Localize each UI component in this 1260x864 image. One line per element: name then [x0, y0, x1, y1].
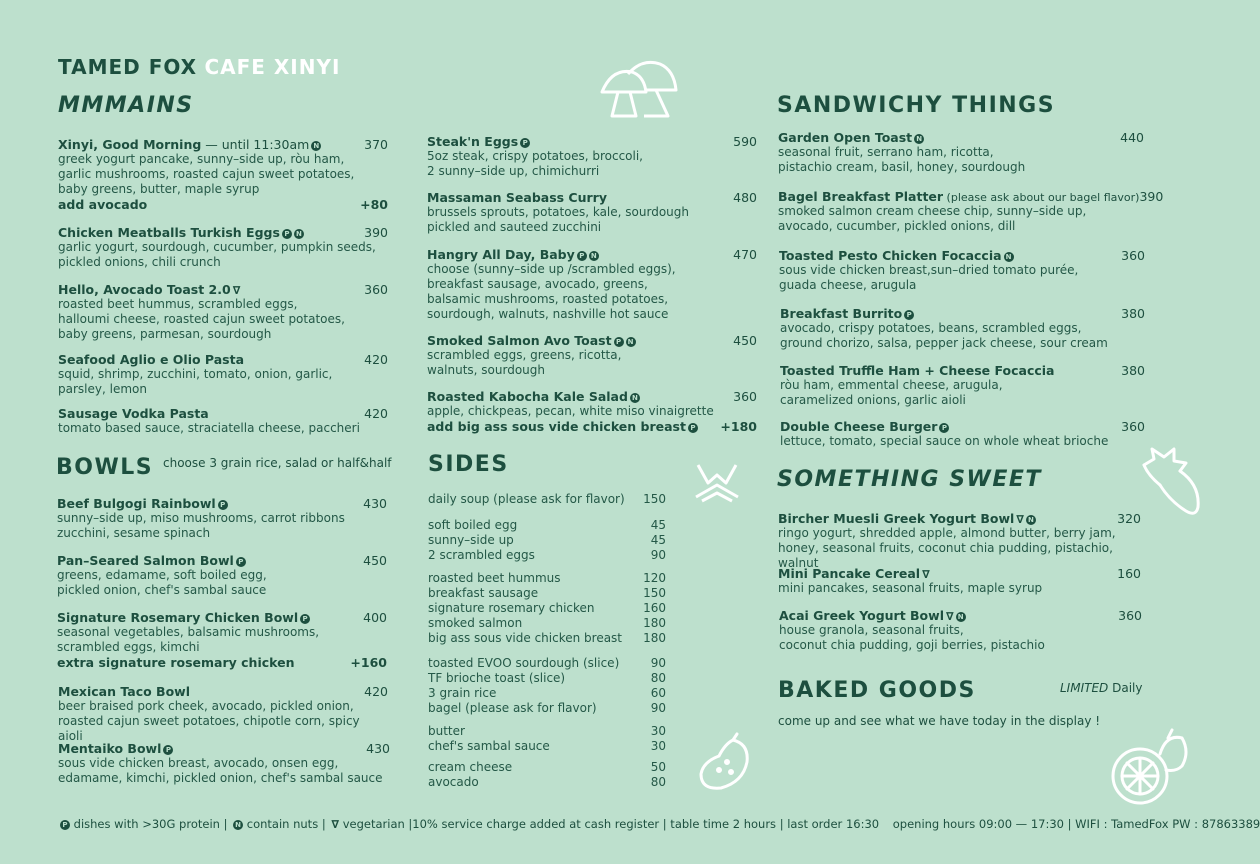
item-price: 380 [1121, 363, 1145, 378]
side-name: roasted beet hummus [428, 571, 561, 585]
item-extra: extra signature rosemary chicken [57, 655, 295, 670]
menu-item [778, 511, 1141, 571]
side-item [428, 586, 666, 601]
side-price: 180 [643, 616, 666, 630]
side-price: 80 [650, 775, 666, 789]
side-price: 60 [650, 686, 666, 700]
protein-icon: P [577, 251, 587, 261]
footer-hours-wifi: opening hours 09:00 — 17:30 | WIFI : TamedFox PW : 87863389 [892, 817, 1260, 831]
menu-item [57, 496, 387, 541]
side-name: butter [428, 724, 465, 738]
side-name: chef's sambal sauce [428, 739, 550, 753]
item-name: Smoked Salmon Avo Toast [427, 333, 612, 348]
item-price: 440 [1120, 130, 1144, 145]
orange-icon [1106, 726, 1190, 806]
side-price: 30 [650, 724, 666, 738]
side-price: 90 [650, 656, 666, 670]
item-description: sous vide chicken breast,sun–dried tomato purée, guada cheese, arugula [779, 263, 1079, 292]
protein-icon: P [614, 337, 624, 347]
item-description: squid, shrimp, zucchini, tomato, onion, garlic, parsley, lemon [58, 367, 333, 396]
protein-icon: P [236, 557, 246, 567]
nuts-icon: N [630, 393, 640, 403]
item-name: Toasted Pesto Chicken Focaccia [779, 248, 1002, 263]
limited-daily-label [1060, 681, 1142, 695]
item-price: 360 [1121, 248, 1145, 263]
nuts-icon: N [914, 134, 924, 144]
sides-heading: SIDES [428, 452, 509, 477]
menu-item [427, 333, 757, 378]
item-name: Breakfast Burrito [780, 306, 903, 321]
item-name: Steak'n Eggs [427, 134, 519, 149]
item-name: Seafood Aglio e Olio Pasta [58, 352, 245, 367]
bowls-subtitle: choose 3 grain rice, salad or half&half [163, 456, 392, 470]
menu-item [779, 248, 1145, 293]
item-name: Sausage Vodka Pasta [58, 406, 209, 421]
sides-group [428, 518, 666, 563]
side-item [428, 686, 666, 701]
menu-item [58, 282, 388, 342]
item-description: ròu ham, emmental cheese, arugula, caramelized onions, garlic aioli [780, 378, 1003, 407]
side-item [428, 518, 666, 533]
item-name: Hangry All Day, Baby [427, 247, 575, 262]
item-name: Massaman Seabass Curry [427, 190, 607, 205]
sides-group [428, 571, 666, 646]
side-item [428, 656, 666, 671]
menu-item [427, 389, 757, 434]
protein-icon: P [300, 614, 310, 624]
side-item [428, 571, 666, 586]
footer-nuts: contain nuts | [243, 817, 326, 831]
side-item [428, 616, 666, 631]
side-price: 150 [643, 586, 666, 600]
menu-item [58, 684, 388, 744]
item-description: scrambled eggs, greens, ricotta, walnuts, sourdough [427, 348, 622, 377]
side-name: sunny–side up [428, 533, 514, 547]
brand-location: CAFE XINYI [204, 55, 341, 79]
side-item [428, 601, 666, 616]
item-extra-price: +180 [720, 419, 757, 434]
mains-heading: MMMAINS [58, 93, 194, 118]
side-name: smoked salmon [428, 616, 523, 630]
item-price: 360 [1121, 419, 1145, 434]
item-extra: add avocado [58, 197, 148, 212]
side-name: big ass sous vide chicken breast [428, 631, 623, 645]
item-name: Hello, Avocado Toast 2.0 [58, 282, 231, 297]
footer-protein: dishes with >30G protein | [70, 817, 228, 831]
side-item [428, 671, 666, 686]
menu-item [780, 419, 1145, 449]
item-description: roasted beet hummus, scrambled eggs, halloumi cheese, roasted cajun sweet potatoes, baby greens, parmesan, sourdough [58, 297, 345, 341]
sweet-heading: SOMETHING SWEET [777, 467, 1042, 492]
item-note: — until 11:30am [201, 137, 310, 152]
menu-item [780, 306, 1145, 351]
side-price: 50 [650, 760, 666, 774]
item-price: 320 [1117, 511, 1141, 526]
protein-icon: P [688, 423, 698, 433]
item-name: Pan–Seared Salmon Bowl [57, 553, 234, 568]
item-price: 370 [364, 137, 388, 152]
item-price: 390 [1139, 189, 1164, 204]
menu-item [780, 363, 1145, 408]
side-item [428, 739, 666, 754]
item-name: Beef Bulgogi Rainbowl [57, 496, 216, 511]
side-name: avocado [428, 775, 479, 789]
menu-item [58, 741, 390, 786]
item-name: Acai Greek Yogurt Bowl [779, 608, 944, 623]
item-name: Garden Open Toast [778, 130, 913, 145]
item-price: 360 [1118, 608, 1142, 623]
side-name: bagel (please ask for flavor) [428, 701, 597, 715]
item-extra-price: +80 [360, 197, 388, 212]
menu-item [58, 225, 388, 270]
item-description: avocado, crispy potatoes, beans, scrambled eggs, ground chorizo, salsa, pepper jack cheese, sour cream [780, 321, 1108, 350]
menu-item [427, 190, 757, 235]
side-item [428, 492, 666, 507]
item-name: Mentaiko Bowl [58, 741, 162, 756]
item-description: house granola, seasonal fruits, coconut chia pudding, goji berries, pistachio [779, 623, 1045, 652]
vegetarian-icon: ∇ [232, 284, 241, 297]
side-item [428, 724, 666, 739]
side-price: 120 [643, 571, 666, 585]
item-name: Signature Rosemary Chicken Bowl [57, 610, 299, 625]
pear-icon [697, 732, 753, 792]
item-name: Bagel Breakfast Platter [778, 189, 944, 204]
menu-item [778, 130, 1144, 175]
side-name: daily soup (please ask for flavor) [428, 492, 625, 506]
sandwich-heading: SANDWICHY THINGS [777, 93, 1056, 118]
side-name: toasted EVOO sourdough (slice) [428, 656, 620, 670]
eggplant-icon [1140, 445, 1204, 519]
sides-group [428, 492, 666, 507]
item-name: Chicken Meatballs Turkish Eggs [58, 225, 280, 240]
protein-icon: P [282, 229, 292, 239]
item-price: 450 [363, 553, 387, 568]
item-price: 420 [364, 352, 388, 367]
menu-item [57, 610, 387, 670]
sides-group [428, 760, 666, 790]
side-name: cream cheese [428, 760, 513, 774]
item-price: 470 [733, 247, 757, 262]
item-description: garlic yogurt, sourdough, cucumber, pumpkin seeds, pickled onions, chili crunch [58, 240, 376, 269]
footer-info: vegetarian |10% service charge added at cash register | table time 2 hours | last order 16:30 [339, 817, 880, 831]
nuts-icon: N [1026, 515, 1036, 525]
vegetarian-icon: ∇ [922, 568, 930, 581]
bowls-heading: BOWLS [56, 455, 154, 480]
item-name: Mexican Taco Bowl [58, 684, 191, 699]
item-extra-price: +160 [350, 655, 387, 670]
side-item [428, 548, 666, 563]
baked-note: come up and see what we have today in the display ! [778, 714, 1101, 728]
side-item [428, 631, 666, 646]
nuts-icon: N [233, 820, 243, 830]
item-price: 590 [733, 134, 757, 149]
side-price: 180 [643, 631, 666, 645]
menu-item [58, 137, 388, 212]
item-description: greek yogurt pancake, sunny–side up, ròu ham, garlic mushrooms, roasted cajun sweet potatoes, baby greens, butter, maple syrup [58, 152, 355, 196]
menu-item [57, 553, 387, 598]
item-price: 450 [733, 333, 757, 348]
vegetarian-icon: ∇ [945, 610, 954, 623]
protein-icon: P [163, 745, 173, 755]
item-name: Xinyi, Good Morning [58, 137, 202, 152]
side-name: 2 scrambled eggs [428, 548, 535, 562]
side-price: 45 [650, 533, 666, 547]
side-item [428, 701, 666, 716]
item-description: sunny–side up, miso mushrooms, carrot ribbons zucchini, sesame spinach [57, 511, 345, 540]
item-description: 5oz steak, crispy potatoes, broccoli, 2 sunny–side up, chimichurri [427, 149, 643, 178]
item-description: seasonal fruit, serrano ham, ricotta, pistachio cream, basil, honey, sourdough [778, 145, 1026, 174]
nuts-icon: N [956, 612, 966, 622]
protein-icon: P [939, 423, 949, 433]
nuts-icon: N [311, 141, 321, 151]
item-price: 380 [1121, 306, 1145, 321]
item-description: lettuce, tomato, special sauce on whole wheat brioche [780, 434, 1109, 448]
side-price: 45 [650, 518, 666, 532]
protein-icon: P [904, 310, 914, 320]
side-price: 160 [643, 601, 666, 615]
protein-icon: P [60, 820, 70, 830]
item-description: mini pancakes, seasonal fruits, maple syrup [778, 581, 1043, 595]
mushroom-icon [598, 60, 680, 120]
item-description: tomato based sauce, straciatella cheese, paccheri [58, 421, 360, 435]
item-description: beer braised pork cheek, avocado, pickled onion, roasted cajun sweet potatoes, chipotle corn, spicy aioli [58, 699, 360, 743]
item-price: 430 [363, 496, 387, 511]
side-name: breakfast sausage [428, 586, 539, 600]
nuts-icon: N [1004, 252, 1014, 262]
item-description: greens, edamame, soft boiled egg, pickled onion, chef's sambal sauce [57, 568, 267, 597]
side-price: 150 [643, 492, 666, 506]
item-price: 360 [364, 282, 388, 297]
menu-item [427, 134, 757, 179]
sides-list [428, 492, 666, 790]
menu-item [58, 352, 388, 397]
menu-item [427, 247, 757, 322]
brand-name: TAMED FOX [58, 55, 198, 79]
item-price: 420 [364, 684, 388, 699]
side-price: 90 [650, 701, 666, 715]
sides-group [428, 724, 666, 754]
item-name: Toasted Truffle Ham + Cheese Focaccia [780, 363, 1055, 378]
item-note: (please ask about our bagel flavor) [943, 191, 1140, 204]
item-description: brussels sprouts, potatoes, kale, sourdough pickled and sauteed zucchini [427, 205, 689, 234]
side-name: TF brioche toast (slice) [428, 671, 566, 685]
baked-heading: BAKED GOODS [778, 678, 976, 703]
item-price: 160 [1117, 566, 1141, 581]
menu-item [58, 406, 388, 436]
brand-title [58, 55, 340, 79]
item-name: Bircher Muesli Greek Yogurt Bowl [778, 511, 1015, 526]
menu-item [778, 566, 1141, 596]
side-name: signature rosemary chicken [428, 601, 595, 615]
item-description: apple, chickpeas, pecan, white miso vinaigrette [427, 404, 714, 418]
item-price: 400 [363, 610, 387, 625]
item-name: Mini Pancake Cereal [778, 566, 921, 581]
menu-item [778, 189, 1164, 234]
item-description: smoked salmon cream cheese chip, sunny–side up, avocado, cucumber, pickled onions, dill [778, 204, 1087, 233]
limited-label: LIMITED [1060, 681, 1109, 695]
side-item [428, 533, 666, 548]
item-price: 360 [733, 389, 757, 404]
side-name: 3 grain rice [428, 686, 497, 700]
item-price: 420 [364, 406, 388, 421]
item-description: ringo yogurt, shredded apple, almond butter, berry jam, honey, seasonal fruits, coconut chia pudding, pistachio, walnut [778, 526, 1116, 570]
side-price: 90 [650, 548, 666, 562]
item-description: sous vide chicken breast, avocado, onsen egg, edamame, kimchi, pickled onion, chef's sambal sauce [58, 756, 383, 785]
item-price: 430 [366, 741, 390, 756]
nuts-icon: N [626, 337, 636, 347]
item-description: choose (sunny–side up /scrambled eggs), breakfast sausage, avocado, greens, balsamic mushrooms, roasted potatoes, sourdough, walnuts, nashville hot sauce [427, 262, 676, 321]
menu-item [779, 608, 1142, 653]
protein-icon: P [218, 500, 228, 510]
side-price: 80 [650, 671, 666, 685]
fox-icon [694, 463, 740, 505]
vegetarian-icon: ∇ [1016, 513, 1024, 526]
side-item [428, 760, 666, 775]
item-price: 480 [733, 190, 757, 205]
item-name: Roasted Kabocha Kale Salad [427, 389, 628, 404]
sides-group [428, 656, 666, 716]
nuts-icon: N [589, 251, 599, 261]
side-price: 30 [650, 739, 666, 753]
daily-label: Daily [1108, 681, 1143, 695]
item-name: Double Cheese Burger [780, 419, 938, 434]
item-price: 390 [364, 225, 388, 240]
side-name: soft boiled egg [428, 518, 518, 532]
footer [58, 817, 1260, 831]
nuts-icon: N [294, 229, 304, 239]
protein-icon: P [520, 138, 530, 148]
item-description: seasonal vegetables, balsamic mushrooms, scrambled eggs, kimchi [57, 625, 320, 654]
item-extra: add big ass sous vide chicken breast [427, 419, 686, 434]
side-item [428, 775, 666, 790]
vegetarian-icon: ∇ [331, 818, 340, 831]
